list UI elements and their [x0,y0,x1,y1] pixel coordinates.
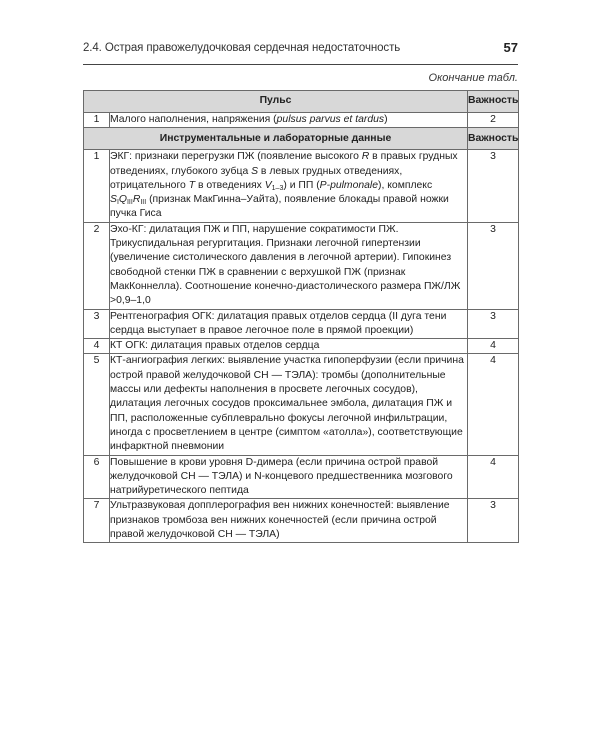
text-segment: КТ-ангиография легких: выявление участка гипоперфузии (если причина острой правой желудочковой СН — ТЭЛА): тромбы (дополнительные массы или дефекты наполнения в просвете легочных сосудов), дилатация легочных сосудов проксимальнее эмбола, дилатация ПЖ и ПП, расположенные субплеврально фокусы легочной инфильтрации, иногда с просветлением в центре (симптом «атолла»), соответствующие инфарктной пневмонии [110,355,464,453]
text-segment: ) [384,114,388,125]
importance-value: 2 [468,113,519,128]
row-description [110,150,468,222]
text-segment: R [132,194,141,206]
importance-header: Важность [468,128,519,150]
text-segment: КТ ОГК: дилатация правых отделов сердца [110,340,320,352]
importance-header: Важность [468,91,519,113]
row-description [110,339,468,354]
subscript: III [140,199,147,207]
text-segment: в левых грудных отведениях, отрицательного [110,165,403,191]
subscript: I [116,199,119,207]
importance-value: 3 [468,150,519,222]
table-row [84,354,519,455]
section-title-pulse: Пульс [84,91,468,113]
row-description [110,455,468,499]
importance-value: 4 [468,354,519,455]
row-number: 4 [84,339,110,354]
page-number: 57 [503,40,518,55]
section-header-row [84,91,519,113]
text-segment: ЭКГ: признаки перегрузки ПЖ (появление высокого [110,151,362,163]
table-row [84,222,519,309]
text-segment: Малого наполнения, напряжения ( [110,114,277,125]
table-row [84,150,519,222]
table-row [84,455,519,499]
row-description [110,113,468,128]
text-segment: S [251,165,259,177]
text-segment: P-pulmonale [319,179,379,191]
subscript: 1–3 [271,184,284,192]
table-body [84,91,519,543]
row-number: 6 [84,455,110,499]
text-segment: в правых грудных отведениях, глубокого зубца [110,151,458,177]
row-description [110,222,468,309]
row-number: 5 [84,354,110,455]
text-segment: Ультразвуковая допплерография вен нижних конечностей: выявление признаков тромбоза вен нижних конечностей (если причина острой правой желудочковой СН — ТЭЛА) [110,500,450,541]
text-segment: Q [118,194,127,206]
text-segment: Эхо-КГ: дилатация ПЖ и ПП, нарушение сократимости ПЖ. Трикуспидальная регургитация. Признаки легочной гипертензии (увеличение систолического давления в легочной артерии). Гипокинез свободной стенки ПЖ в сравнении с верхушкой ПЖ (признак МакКоннелла). Соотношение конечно-диастолического размера ПЖ/ЛЖ >0,9–1,0 [110,223,461,307]
text-segment: ) и ПП ( [283,179,320,191]
importance-value: 3 [468,499,519,543]
text-segment: в отведениях [195,179,265,191]
importance-value: 4 [468,455,519,499]
text-segment: (признак МакГинна–Уайта), появление блокады правой ножки пучка Гиса [110,194,449,220]
running-title: 2.4. Острая правожелудочковая сердечная недостаточность [83,42,401,54]
text-segment: R [361,151,370,163]
text-segment: Рентгенография ОГК: дилатация правых отделов сердца (II дуга тени сердца выступает в правое легочное поле в прямой проекции) [110,310,447,336]
text-segment: pulsus parvus et tardus [276,114,385,125]
importance-value: 3 [468,309,519,339]
row-description [110,309,468,339]
section-title-instrumental: Инструментальные и лабораторные данные [84,128,468,150]
text-segment: Повышение в крови уровня D-димера (если причина острой правой желудочковой СН — ТЭЛА) и N-концевого предшественника мозгового натрийуретического пептида [110,456,453,497]
text-segment: ), комплекс [378,179,433,191]
text-segment: V [264,179,272,191]
row-number: 2 [84,222,110,309]
running-header [83,40,518,65]
table-row [84,113,519,128]
table-row [84,339,519,354]
row-number: 3 [84,309,110,339]
row-number: 1 [84,113,110,128]
text-segment: T [188,179,196,191]
row-description [110,354,468,455]
importance-value: 4 [468,339,519,354]
text-segment: S [110,194,117,206]
table-row [84,309,519,339]
table-row [84,499,519,543]
section-header-row [84,128,519,150]
row-description [110,499,468,543]
importance-value: 3 [468,222,519,309]
row-number: 7 [84,499,110,543]
diagnostic-criteria-table [83,90,519,543]
table-caption: Окончание табл. [428,72,518,84]
row-number: 1 [84,150,110,222]
subscript: III [126,199,133,207]
